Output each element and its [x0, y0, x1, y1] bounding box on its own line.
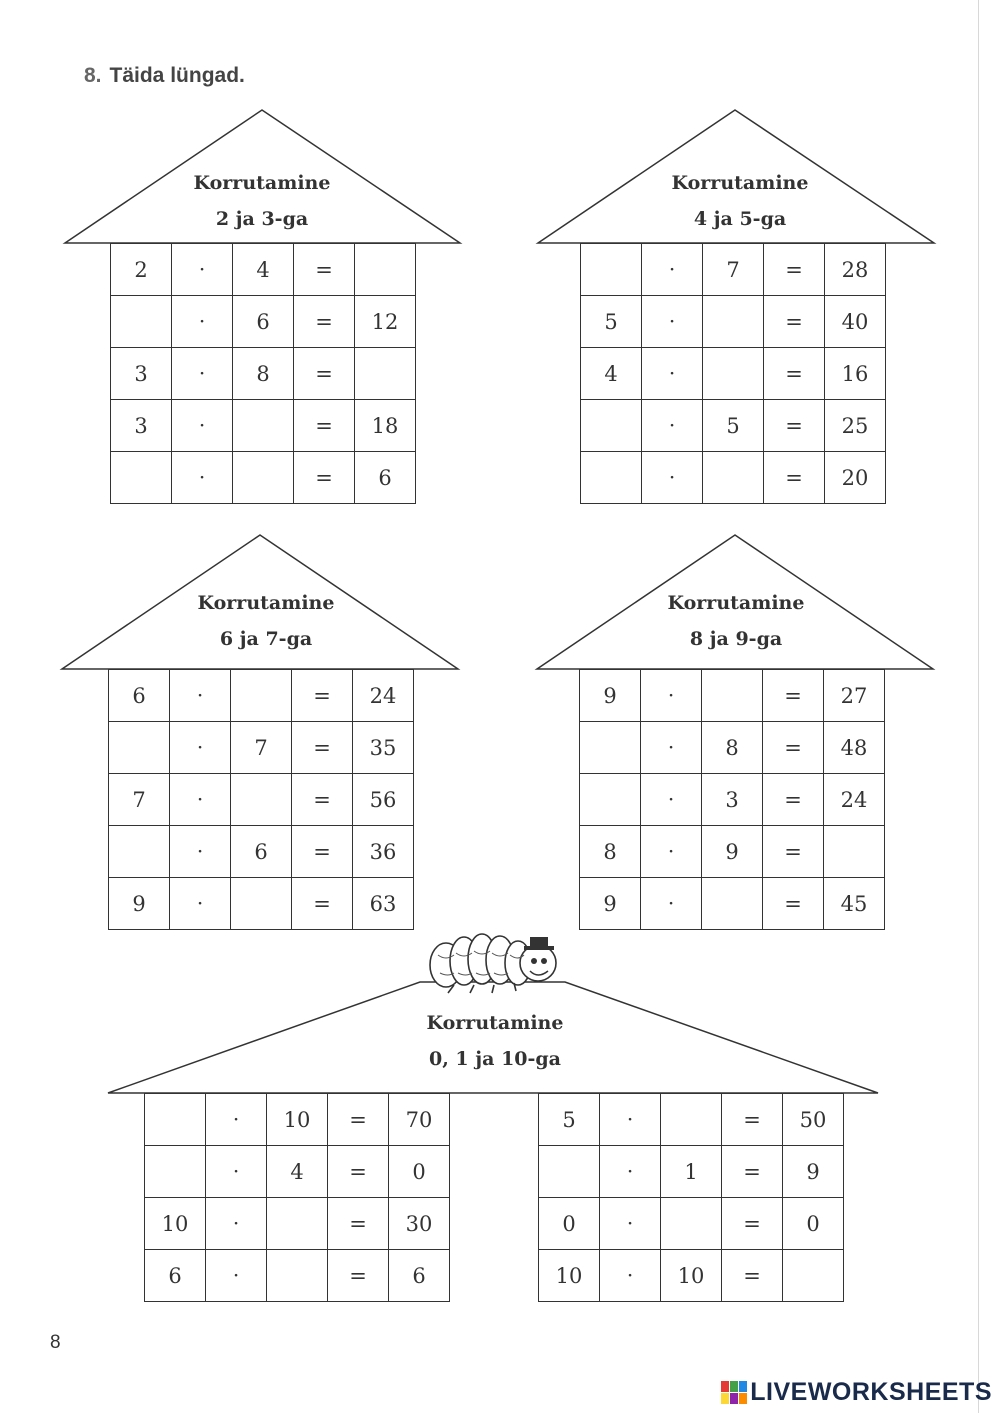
number-cell: 9	[580, 878, 641, 930]
number-cell: 3	[702, 774, 763, 826]
big-house-right-grid-row	[539, 1250, 844, 1302]
multiply-sign: ·	[172, 348, 233, 400]
big-house-left-grid-row	[145, 1198, 450, 1250]
equals-sign: =	[294, 400, 355, 452]
number-cell: 4	[233, 244, 294, 296]
house-4-grid	[579, 669, 885, 930]
number-cell: 6	[231, 826, 292, 878]
house-3-title	[116, 585, 416, 657]
number-cell: 28	[825, 244, 886, 296]
number-cell: 40	[825, 296, 886, 348]
multiply-sign: ·	[641, 878, 702, 930]
blank-answer-cell[interactable]	[233, 452, 294, 504]
caterpillar-with-hat-icon	[424, 925, 574, 997]
number-cell: 0	[539, 1198, 600, 1250]
blank-answer-cell[interactable]	[702, 670, 763, 722]
multiply-sign: ·	[172, 400, 233, 452]
blank-answer-cell[interactable]	[661, 1198, 722, 1250]
multiply-sign: ·	[600, 1094, 661, 1146]
multiply-sign: ·	[641, 774, 702, 826]
number-cell: 6	[109, 670, 170, 722]
multiply-sign: ·	[641, 722, 702, 774]
multiply-sign: ·	[600, 1146, 661, 1198]
house-3-grid-row	[109, 670, 414, 722]
house-1-grid-row	[111, 296, 416, 348]
house-2-grid	[580, 243, 886, 504]
house-1-title-line2: 2 ja 3-ga	[215, 208, 309, 230]
number-cell: 16	[825, 348, 886, 400]
blank-answer-cell[interactable]	[703, 348, 764, 400]
big-house-left-grid-row	[145, 1250, 450, 1302]
equals-sign: =	[294, 244, 355, 296]
number-cell: 4	[267, 1146, 328, 1198]
number-cell: 5	[539, 1094, 600, 1146]
blank-answer-cell[interactable]	[539, 1146, 600, 1198]
multiply-sign: ·	[170, 826, 231, 878]
multiply-sign: ·	[641, 670, 702, 722]
logo-block	[739, 1393, 747, 1404]
blank-answer-cell[interactable]	[145, 1146, 206, 1198]
house-1-grid-row	[111, 244, 416, 296]
blank-answer-cell[interactable]	[267, 1250, 328, 1302]
number-cell: 9	[580, 670, 641, 722]
blank-answer-cell[interactable]	[111, 296, 172, 348]
blank-answer-cell[interactable]	[233, 400, 294, 452]
big-house-title-line1: Korrutamine	[426, 1012, 564, 1034]
house-4-grid-row	[580, 878, 885, 930]
number-cell: 3	[111, 400, 172, 452]
multiply-sign: ·	[642, 400, 703, 452]
logo-block	[739, 1381, 747, 1392]
house-3-title-line1: Korrutamine	[197, 592, 335, 614]
number-cell: 45	[824, 878, 885, 930]
number-cell: 7	[231, 722, 292, 774]
number-cell: 20	[825, 452, 886, 504]
number-cell: 6	[233, 296, 294, 348]
equals-sign: =	[764, 244, 825, 296]
number-cell: 56	[353, 774, 414, 826]
number-cell: 10	[267, 1094, 328, 1146]
blank-answer-cell[interactable]	[355, 348, 416, 400]
number-cell: 10	[661, 1250, 722, 1302]
multiply-sign: ·	[600, 1250, 661, 1302]
blank-answer-cell[interactable]	[703, 296, 764, 348]
multiply-sign: ·	[170, 774, 231, 826]
multiply-sign: ·	[600, 1198, 661, 1250]
blank-answer-cell[interactable]	[231, 670, 292, 722]
equals-sign: =	[294, 296, 355, 348]
number-cell: 5	[703, 400, 764, 452]
blank-answer-cell[interactable]	[267, 1198, 328, 1250]
equals-sign: =	[763, 774, 824, 826]
house-3-title-line2: 6 ja 7-ga	[219, 628, 313, 650]
big-house-right-grid-row	[539, 1094, 844, 1146]
logo-block	[730, 1381, 738, 1392]
multiply-sign: ·	[172, 296, 233, 348]
house-4-grid-row	[580, 774, 885, 826]
house-1-grid-row	[111, 452, 416, 504]
big-house-left-grid-row	[145, 1094, 450, 1146]
house-4-grid-row	[580, 670, 885, 722]
blank-answer-cell[interactable]	[231, 774, 292, 826]
multiply-sign: ·	[642, 244, 703, 296]
house-2-grid-row	[581, 296, 886, 348]
equals-sign: =	[764, 348, 825, 400]
blank-answer-cell[interactable]	[703, 452, 764, 504]
number-cell: 6	[355, 452, 416, 504]
number-cell: 2	[111, 244, 172, 296]
number-cell: 7	[703, 244, 764, 296]
equals-sign: =	[328, 1094, 389, 1146]
multiply-sign: ·	[206, 1094, 267, 1146]
number-cell: 9	[109, 878, 170, 930]
house-3-grid-row	[109, 722, 414, 774]
big-house-title	[345, 1005, 645, 1077]
big-house-left-grid-row	[145, 1146, 450, 1198]
task-instruction: Täida lüngad.	[109, 64, 245, 87]
equals-sign: =	[763, 878, 824, 930]
equals-sign: =	[763, 826, 824, 878]
house-2-title	[590, 165, 890, 237]
liveworksheets-logo-icon	[721, 1381, 747, 1404]
house-1-grid-row	[111, 348, 416, 400]
number-cell: 10	[539, 1250, 600, 1302]
equals-sign: =	[294, 348, 355, 400]
number-cell: 6	[389, 1250, 450, 1302]
number-cell: 12	[355, 296, 416, 348]
house-4-grid-row	[580, 722, 885, 774]
equals-sign: =	[764, 400, 825, 452]
number-cell: 24	[824, 774, 885, 826]
house-4-title-line1: Korrutamine	[667, 592, 805, 614]
blank-answer-cell[interactable]	[355, 244, 416, 296]
multiply-sign: ·	[206, 1198, 267, 1250]
blank-answer-cell[interactable]	[581, 244, 642, 296]
house-4-title	[586, 585, 886, 657]
number-cell: 35	[353, 722, 414, 774]
number-cell: 24	[353, 670, 414, 722]
logo-block	[730, 1393, 738, 1404]
multiply-sign: ·	[642, 452, 703, 504]
house-2-title-line1: Korrutamine	[671, 172, 809, 194]
number-cell: 25	[825, 400, 886, 452]
house-1-grid	[110, 243, 416, 504]
logo-block	[721, 1393, 729, 1404]
equals-sign: =	[722, 1198, 783, 1250]
number-cell: 5	[581, 296, 642, 348]
blank-answer-cell[interactable]	[661, 1094, 722, 1146]
multiply-sign: ·	[170, 878, 231, 930]
equals-sign: =	[328, 1198, 389, 1250]
multiply-sign: ·	[206, 1250, 267, 1302]
number-cell: 9	[702, 826, 763, 878]
equals-sign: =	[294, 452, 355, 504]
number-cell: 3	[111, 348, 172, 400]
multiply-sign: ·	[642, 348, 703, 400]
multiply-sign: ·	[172, 244, 233, 296]
equals-sign: =	[328, 1250, 389, 1302]
number-cell: 18	[355, 400, 416, 452]
number-cell: 7	[109, 774, 170, 826]
big-house-right-grid	[538, 1093, 844, 1302]
number-cell: 36	[353, 826, 414, 878]
multiply-sign: ·	[172, 452, 233, 504]
logo-block	[721, 1381, 729, 1392]
number-cell: 4	[581, 348, 642, 400]
equals-sign: =	[292, 774, 353, 826]
number-cell: 8	[702, 722, 763, 774]
number-cell: 27	[824, 670, 885, 722]
equals-sign: =	[763, 722, 824, 774]
blank-answer-cell[interactable]	[580, 722, 641, 774]
equals-sign: =	[292, 878, 353, 930]
number-cell: 30	[389, 1198, 450, 1250]
brand-text: LIVEWORKSHEETS	[750, 1378, 992, 1406]
blank-answer-cell[interactable]	[231, 878, 292, 930]
equals-sign: =	[722, 1250, 783, 1302]
big-house-left-grid	[144, 1093, 450, 1302]
blank-answer-cell[interactable]	[824, 826, 885, 878]
number-cell: 0	[783, 1198, 844, 1250]
multiply-sign: ·	[170, 670, 231, 722]
equals-sign: =	[722, 1146, 783, 1198]
number-cell: 9	[783, 1146, 844, 1198]
equals-sign: =	[763, 670, 824, 722]
house-4-grid-row	[580, 826, 885, 878]
blank-answer-cell[interactable]	[109, 722, 170, 774]
house-1-title-line1: Korrutamine	[193, 172, 331, 194]
big-house-right-grid-row	[539, 1146, 844, 1198]
equals-sign: =	[292, 826, 353, 878]
liveworksheets-brand[interactable]	[721, 1378, 992, 1407]
house-2-grid-row	[581, 452, 886, 504]
number-cell: 63	[353, 878, 414, 930]
big-house-right-grid-row	[539, 1198, 844, 1250]
multiply-sign: ·	[642, 296, 703, 348]
equals-sign: =	[764, 296, 825, 348]
house-2-title-line2: 4 ja 5-ga	[693, 208, 787, 230]
house-2-grid-row	[581, 244, 886, 296]
number-cell: 48	[824, 722, 885, 774]
house-3-grid-row	[109, 774, 414, 826]
number-cell: 8	[233, 348, 294, 400]
number-cell: 8	[580, 826, 641, 878]
house-2-grid-row	[581, 400, 886, 452]
number-cell: 50	[783, 1094, 844, 1146]
blank-answer-cell[interactable]	[581, 400, 642, 452]
page-number: 8	[50, 1332, 61, 1353]
multiply-sign: ·	[206, 1146, 267, 1198]
equals-sign: =	[292, 670, 353, 722]
task-number: 8.	[84, 64, 102, 87]
multiply-sign: ·	[641, 826, 702, 878]
number-cell: 70	[389, 1094, 450, 1146]
number-cell: 0	[389, 1146, 450, 1198]
equals-sign: =	[328, 1146, 389, 1198]
equals-sign: =	[764, 452, 825, 504]
blank-answer-cell[interactable]	[109, 826, 170, 878]
house-3-grid	[108, 669, 414, 930]
house-2-grid-row	[581, 348, 886, 400]
number-cell: 6	[145, 1250, 206, 1302]
blank-answer-cell[interactable]	[702, 878, 763, 930]
multiply-sign: ·	[170, 722, 231, 774]
equals-sign: =	[292, 722, 353, 774]
blank-answer-cell[interactable]	[580, 774, 641, 826]
house-1-grid-row	[111, 400, 416, 452]
house-3-grid-row	[109, 878, 414, 930]
blank-answer-cell[interactable]	[145, 1094, 206, 1146]
blank-answer-cell[interactable]	[111, 452, 172, 504]
house-4-title-line2: 8 ja 9-ga	[689, 628, 783, 650]
house-1-title	[112, 165, 412, 237]
big-house-title-line2: 0, 1 ja 10-ga	[428, 1048, 561, 1070]
number-cell: 10	[145, 1198, 206, 1250]
equals-sign: =	[722, 1094, 783, 1146]
house-3-grid-row	[109, 826, 414, 878]
blank-answer-cell[interactable]	[783, 1250, 844, 1302]
number-cell: 1	[661, 1146, 722, 1198]
blank-answer-cell[interactable]	[581, 452, 642, 504]
